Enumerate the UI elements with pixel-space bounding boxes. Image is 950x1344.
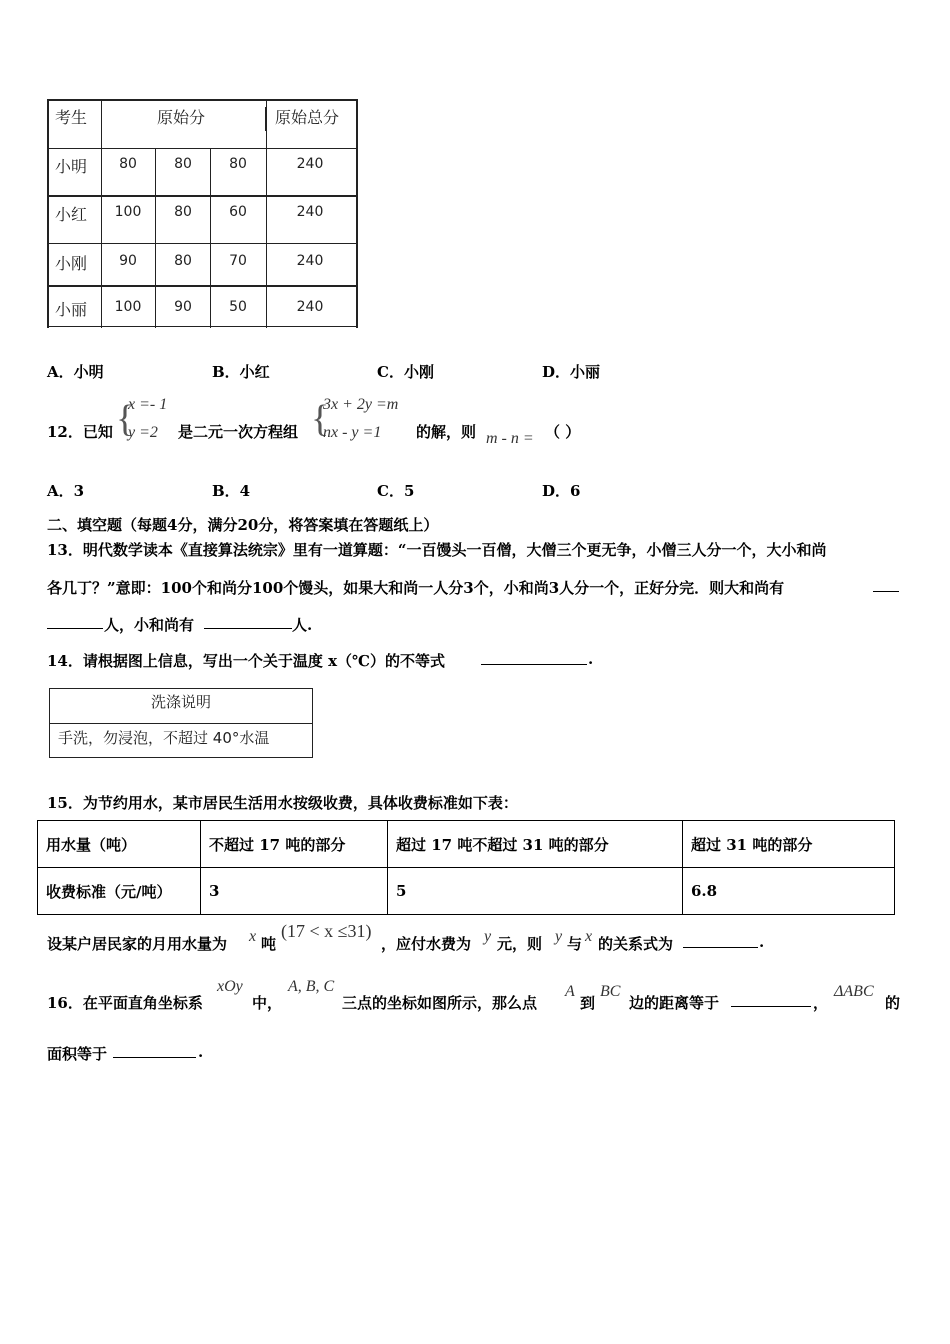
score-cell: 70 (229, 253, 247, 269)
left-brace-icon: { (311, 398, 330, 440)
total-cell: 240 (296, 204, 324, 220)
var-y: y (555, 928, 563, 945)
table-cell: 6.8 (683, 868, 895, 915)
var-y: y (484, 928, 492, 945)
total-cell: 240 (296, 156, 324, 172)
header-total-score: 原始总分 (275, 108, 340, 127)
q16-part-a: 16．在平面直角坐标系 (47, 994, 203, 1012)
range-expression: (17 < x ≤31) (281, 921, 372, 941)
q16-part-e: 边的距离等于 (629, 994, 720, 1012)
score-cell: 90 (174, 299, 192, 315)
left-brace-icon: { (116, 398, 135, 440)
table-cell: 不超过 17 吨的部分 (201, 821, 388, 868)
q12-option-a[interactable]: A．3 (47, 482, 85, 500)
points-abc: A, B, C (288, 978, 335, 995)
q16-part-c: 三点的坐标如图所示，那么点 (342, 994, 538, 1012)
answer-blank[interactable] (481, 650, 587, 665)
q11-option-a[interactable]: A．小明 (47, 363, 104, 381)
score-cell: 90 (119, 253, 137, 269)
score-cell: 80 (229, 156, 247, 172)
washing-label (49, 688, 313, 758)
q15-part-a: 设某户居民家的月用水量为 (47, 935, 228, 953)
table-cell: 收费标准（元/吨） (38, 868, 201, 915)
answer-blank[interactable] (113, 1043, 196, 1058)
q13-line1: 13．明代数学读本《直接算法统宗》里有一道算题：“一百馒头一百僧，大僧三个更无争，小僧三人分一个，大小和尚 (47, 541, 827, 559)
table-cell: 5 (388, 868, 683, 915)
q15-part-e: 与 (567, 935, 583, 953)
student-name: 小红 (55, 205, 88, 224)
water-fee-table (37, 820, 895, 915)
system1-eq2: y =2 (128, 424, 158, 441)
q15-part-f: 的关系式为 (598, 935, 674, 953)
q13-line3b: 人. (292, 616, 313, 634)
q12-suffix: 的解，则 (416, 423, 477, 441)
q16-part-g: 面积等于 (47, 1045, 108, 1063)
q12-middle: 是二元一次方程组 (178, 423, 299, 441)
answer-blank[interactable] (47, 614, 103, 629)
q12-option-d[interactable]: D．6 (542, 482, 581, 500)
student-name: 小丽 (55, 300, 88, 319)
answer-blank[interactable] (204, 614, 292, 629)
q12-prefix: 12．已知 (47, 423, 113, 441)
header-raw-score: 原始分 (157, 108, 206, 127)
table-cell: 超过 17 吨不超过 31 吨的部分 (388, 821, 683, 868)
table-cell: 3 (201, 868, 388, 915)
table-row (38, 868, 895, 915)
var-x: x (585, 928, 593, 945)
section-title: 二、填空题（每题4分，满分20分，将答案填在答题纸上） (47, 516, 439, 534)
answer-blank[interactable] (731, 992, 811, 1007)
q16-part-b: 中， (252, 994, 283, 1012)
q14-end: . (588, 650, 594, 668)
var-x: x (249, 928, 257, 945)
q16-end: . (198, 1043, 204, 1061)
point-a: A (565, 983, 575, 1000)
score-cell: 50 (229, 299, 247, 315)
score-cell: 80 (174, 253, 192, 269)
segment-bc: BC (600, 983, 621, 1000)
answer-blank[interactable] (873, 577, 899, 592)
answer-blank[interactable] (683, 933, 758, 948)
q12-expression: m - n = (486, 430, 534, 447)
q16-part-f: 的 (885, 994, 901, 1012)
q11-option-b[interactable]: B．小红 (212, 363, 270, 381)
washing-label-body: 手洗，勿浸泡，不超过 40°水温 (58, 729, 270, 747)
q13-line3a: 人，小和尚有 (104, 616, 195, 634)
score-cell: 80 (174, 156, 192, 172)
triangle-abc: ΔABC (834, 983, 874, 1000)
student-name: 小刚 (55, 254, 88, 273)
q12-option-c[interactable]: C．5 (377, 482, 415, 500)
table-row (38, 821, 895, 868)
system2-eq1: 3x + 2y =m (323, 396, 399, 413)
score-cell: 60 (229, 204, 247, 220)
q15-part-d: 元，则 (497, 935, 543, 953)
table-cell: 超过 31 吨的部分 (683, 821, 895, 868)
q15-part-c: ，应付水费为 (381, 935, 472, 953)
q16-part-d: 到 (580, 994, 596, 1012)
coordinate-system: xOy (217, 978, 243, 995)
score-cell: 100 (114, 299, 142, 315)
system1-eq1: x =- 1 (128, 396, 168, 413)
q11-option-d[interactable]: D．小丽 (542, 363, 601, 381)
q15-end: . (759, 933, 765, 951)
q14-text: 14．请根据图上信息，写出一个关于温度 x（℃）的不等式 (47, 652, 446, 670)
q16-comma: ， (813, 994, 829, 1012)
answer-paren: （ ） (545, 423, 581, 441)
q15-part-b: 吨 (261, 935, 277, 953)
q11-option-c[interactable]: C．小刚 (377, 363, 434, 381)
header-student: 考生 (55, 108, 88, 127)
total-cell: 240 (296, 253, 324, 269)
score-cell: 100 (114, 204, 142, 220)
total-cell: 240 (296, 299, 324, 315)
student-name: 小明 (55, 157, 88, 176)
score-cell: 80 (174, 204, 192, 220)
washing-label-title: 洗涤说明 (50, 689, 312, 724)
system2-eq2: nx - y =1 (323, 424, 382, 441)
score-table (47, 99, 358, 328)
score-cell: 80 (119, 156, 137, 172)
q15-intro: 15．为节约用水，某市居民生活用水按级收费，具体收费标准如下表： (47, 794, 518, 812)
table-cell: 用水量（吨） (38, 821, 201, 868)
q12-option-b[interactable]: B．4 (212, 482, 251, 500)
q13-line2: 各几丁？”意即：100个和尚分100个馒头，如果大和尚一人分3个，小和尚3人分一个，正好分完．则大和尚有 (47, 579, 785, 597)
